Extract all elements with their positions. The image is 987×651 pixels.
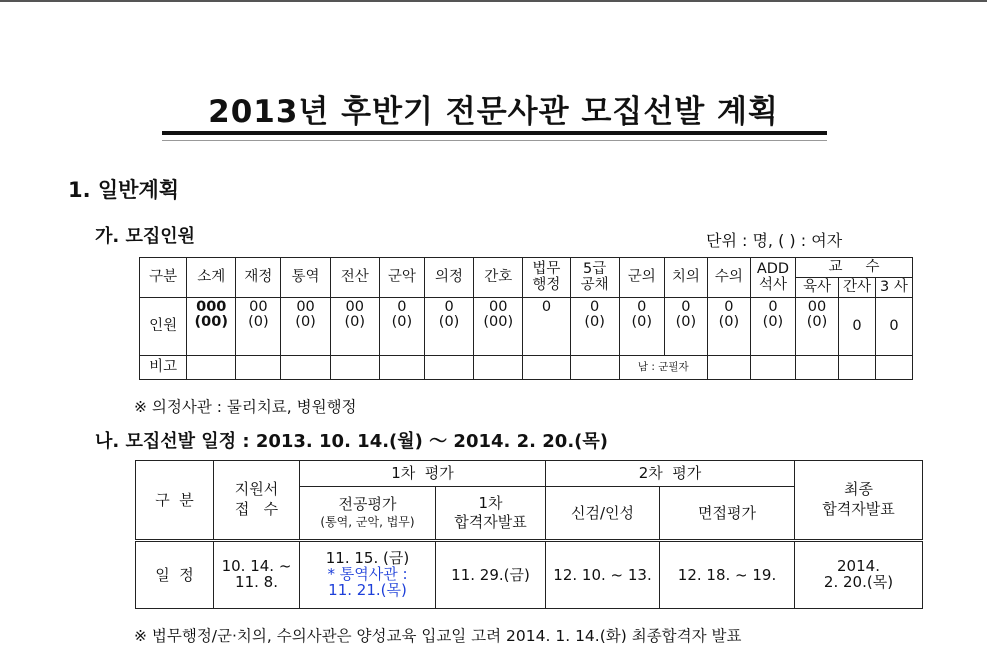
sched-major-interpreter-note: * 통역사관 :: [327, 565, 408, 584]
subheading-schedule: 나. 모집선발 일정 : 2013. 10. 14.(월) ～ 2014. 2. 20.(목): [95, 431, 608, 452]
sched-header-gubun: 구 분: [136, 461, 214, 541]
sched-row-label: 일 정: [136, 541, 214, 609]
sched-cell-first-pass: 11. 29.(금): [436, 541, 546, 609]
remark-empty: [750, 356, 795, 380]
header-chii: 치의: [664, 258, 707, 298]
sched-final-date: 2. 20.(목): [823, 573, 894, 591]
sched-header-first-eval: 1차 평가: [300, 461, 546, 487]
cell-tongyeok-female: (0): [295, 314, 316, 331]
row-label-inwon: 인원: [140, 298, 187, 356]
cell-sui-total: 0: [724, 299, 734, 315]
header-yuksa: 육사: [796, 278, 839, 298]
cell-chii-total: 0: [681, 299, 691, 315]
header-tongyeok: 통역: [281, 258, 330, 298]
cell-tongyeok: [281, 298, 330, 356]
cell-jaejeong: [236, 298, 281, 356]
sched-header-application: [214, 461, 300, 541]
sched-header-major-eval: [300, 487, 436, 541]
sched-header-final: [795, 461, 923, 541]
cell-grade5: [570, 298, 619, 356]
header-gansa: 간사: [839, 278, 876, 298]
cell-jeonsan: [330, 298, 379, 356]
sched-header-major-line2: (통역, 군악, 법무): [320, 515, 415, 530]
cell-grade5-female: (0): [584, 314, 605, 331]
cell-add: [750, 298, 795, 356]
cell-beommu: [523, 298, 570, 356]
header-uijeong: 의정: [424, 258, 473, 298]
sched-cell-major: [300, 541, 436, 609]
header-gunak: 군악: [379, 258, 424, 298]
sched-cell-final: [795, 541, 923, 609]
sched-header-application-line2: 접 수: [234, 500, 279, 518]
cell-jaejeong-total: 00: [249, 299, 268, 315]
sched-header-interview: 면접평가: [660, 487, 795, 541]
cell-gunak-total: 0: [397, 299, 407, 315]
table-row-remark: [140, 356, 913, 380]
cell-yuksa: [796, 298, 839, 356]
cell-gunak: [379, 298, 424, 356]
sched-cell-sinkeom: 12. 10. ~ 13.: [546, 541, 660, 609]
sched-header-first-pass-line2: 합격자발표: [454, 512, 527, 531]
cell-jaejeong-female: (0): [248, 314, 269, 331]
recruit-count-table: [139, 257, 913, 380]
cell-tongyeok-total: 00: [296, 299, 315, 315]
sched-final-year: 2014.: [837, 557, 880, 576]
cell-grade5-total: 0: [590, 299, 600, 315]
remark-empty: [474, 356, 523, 380]
header-grade5: [570, 258, 619, 298]
sched-major-interpreter-date: 11. 21.(목): [328, 580, 407, 599]
cell-gunak-female: (0): [391, 314, 413, 331]
remark-empty: [330, 356, 379, 380]
header-professor: 교 수: [796, 258, 913, 278]
sched-header-sinkeom: 신검/인성: [546, 487, 660, 541]
cell-guni: [619, 298, 664, 356]
sched-application-end: 11. 8.: [235, 573, 278, 591]
cell-ganho: [474, 298, 523, 356]
cell-ganho-total: 00: [489, 299, 508, 315]
cell-ganho-female: (00): [483, 314, 514, 331]
header-grade5-line2: 공채: [580, 276, 609, 293]
schedule-table: [135, 460, 923, 609]
top-border-line: [0, 0, 987, 2]
cell-sogye: [187, 298, 236, 356]
remark-empty: [236, 356, 281, 380]
table-header-row: [140, 258, 913, 278]
remark-empty: [424, 356, 473, 380]
header-add: [750, 258, 795, 298]
remark-empty: [187, 356, 236, 380]
header-jaejeong: 재정: [236, 258, 281, 298]
header-sogye: 소계: [187, 258, 236, 298]
schedule-row: [136, 541, 923, 609]
remark-empty: [281, 356, 330, 380]
table-row-count: [140, 298, 913, 356]
schedule-header-row1: [136, 461, 923, 487]
remark-empty: [796, 356, 839, 380]
cell-uijeong: [424, 298, 473, 356]
sched-header-final-line2: 합격자발표: [822, 500, 895, 518]
remark-guni-chii: 남 : 군필자: [619, 356, 707, 380]
cell-uijeong-female: (0): [438, 314, 460, 331]
sched-header-second-eval: 2차 평가: [546, 461, 795, 487]
subheading-recruit-count: 가. 모집인원: [95, 226, 196, 247]
header-add-line2: 석사: [758, 276, 787, 293]
remark-empty: [707, 356, 750, 380]
remark-empty: [839, 356, 876, 380]
header-sui: 수의: [707, 258, 750, 298]
header-jeonsan: 전산: [330, 258, 379, 298]
header-ganho: 간호: [474, 258, 523, 298]
cell-uijeong-total: 0: [444, 299, 454, 315]
sched-header-first-pass: [436, 487, 546, 541]
note-final-announcement: ※ 법무행정/군·치의, 수의사관은 양성교육 입교일 고려 2014. 1. 14.(화) 최종합격자 발표: [134, 627, 742, 645]
cell-jeonsan-female: (0): [344, 314, 366, 331]
header-guni: 군의: [619, 258, 664, 298]
cell-add-total: 0: [768, 299, 778, 315]
sched-header-major-line1: 전공평가: [338, 495, 397, 514]
header-gubun: 구분: [140, 258, 187, 298]
header-beommu: [523, 258, 570, 298]
header-3sa: 3 사: [875, 278, 912, 298]
document-title: 2013년 후반기 전문사관 모집선발 계획: [208, 94, 779, 130]
cell-add-female: (0): [762, 314, 784, 331]
remark-empty: [570, 356, 619, 380]
sched-header-application-line1: 지원서: [234, 480, 279, 499]
cell-sui: [707, 298, 750, 356]
row-label-bigo: 비고: [140, 356, 187, 380]
sched-header-final-line1: 최종: [844, 480, 873, 499]
remark-empty: [379, 356, 424, 380]
title-underline-thin: [162, 140, 827, 141]
header-beommu-line2: 행정: [532, 276, 561, 293]
cell-guni-female: (0): [631, 314, 653, 331]
cell-chii-female: (0): [675, 314, 697, 331]
cell-yuksa-total: 00: [807, 299, 827, 315]
cell-sogye-female: (00): [194, 314, 228, 331]
cell-gansa: 0: [839, 298, 876, 356]
sched-cell-application: [214, 541, 300, 609]
section-heading-general-plan: 1. 일반계획: [68, 178, 180, 202]
cell-jeonsan-total: 00: [345, 299, 364, 315]
cell-3sa: 0: [875, 298, 912, 356]
cell-yuksa-female: (0): [806, 314, 828, 331]
cell-guni-total: 0: [637, 299, 647, 315]
header-beommu-line1: 법무: [532, 261, 561, 278]
sched-application-start: 10. 14. ~: [221, 557, 292, 576]
sched-major-date: 11. 15. (금): [325, 549, 410, 568]
cell-sogye-total: 000: [196, 299, 227, 315]
header-add-line1: ADD: [756, 261, 790, 278]
cell-beommu-total: 0: [541, 299, 552, 315]
header-grade5-line1: 5급: [583, 261, 607, 278]
title-underline-thick: [162, 131, 827, 135]
cell-sui-female: (0): [718, 314, 740, 331]
unit-note: 단위 : 명, ( ) : 여자: [706, 231, 843, 250]
remark-empty: [875, 356, 912, 380]
sched-header-first-pass-line1: 1차: [478, 493, 503, 512]
note-uijeong: ※ 의정사관 : 물리치료, 병원행정: [134, 398, 357, 416]
cell-chii: [664, 298, 707, 356]
sched-cell-interview: 12. 18. ~ 19.: [660, 541, 795, 609]
remark-empty: [523, 356, 570, 380]
